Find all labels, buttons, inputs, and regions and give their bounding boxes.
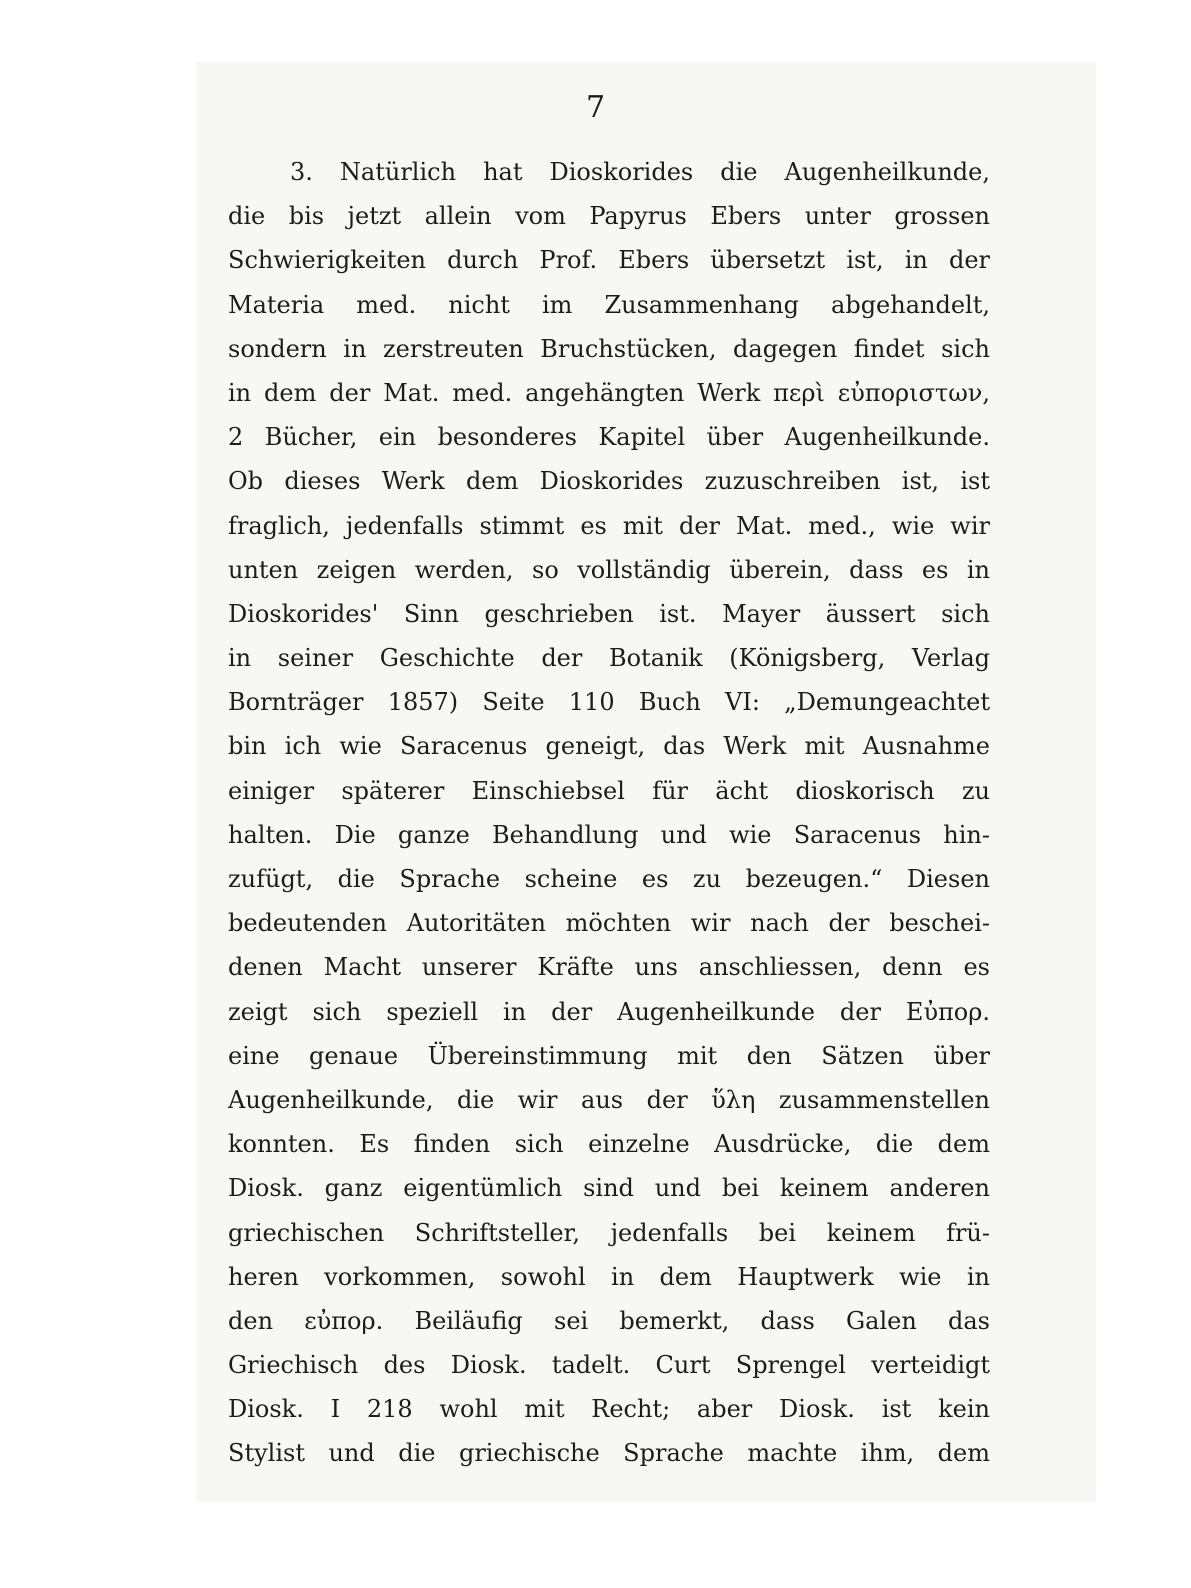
text-line: zeigt sich speziell in der Augenheilkunde der Εὐπορ. xyxy=(228,997,990,1026)
body-text xyxy=(228,150,990,1476)
text-line: Diosk. ganz eigentümlich sind und bei keinem anderen xyxy=(228,1174,990,1203)
text-line: Griechisch des Diosk. tadelt. Curt Sprengel verteidigt xyxy=(228,1351,990,1380)
text-line: Augenheilkunde, die wir aus der ὕλη zusammenstellen xyxy=(228,1085,990,1114)
text-line: unten zeigen werden, so vollständig überein, dass es in xyxy=(228,555,990,584)
text-line: konnten. Es finden sich einzelne Ausdrücke, die dem xyxy=(228,1130,990,1159)
text-line: in dem der Mat. med. angehängten Werk περὶ εὐποριστων, xyxy=(228,378,990,407)
text-line: einiger späterer Einschiebsel für ächt dioskorisch zu xyxy=(228,776,990,805)
text-line: griechischen Schriftsteller, jedenfalls bei keinem frü- xyxy=(228,1218,990,1247)
text-line: Bornträger 1857) Seite 110 Buch VI: „Demungeachtet xyxy=(228,688,990,717)
text-line: bin ich wie Saracenus geneigt, das Werk mit Ausnahme xyxy=(228,732,990,761)
text-line: Dioskorides' Sinn geschrieben ist. Mayer äussert sich xyxy=(228,599,990,628)
text-line: Ob dieses Werk dem Dioskorides zuzuschreiben ist, ist xyxy=(228,467,990,496)
text-line: zufügt, die Sprache scheine es zu bezeugen.“ Diesen xyxy=(228,865,990,893)
text-line: halten. Die ganze Behandlung und wie Saracenus hin- xyxy=(228,820,990,849)
text-line: denen Macht unserer Kräfte uns anschliessen, denn es xyxy=(228,953,990,982)
text-line: die bis jetzt allein vom Papyrus Ebers unter grossen xyxy=(228,202,990,231)
text-line: bedeutenden Autoritäten möchten wir nach der beschei- xyxy=(228,909,990,938)
text-line: 3. Natürlich hat Dioskorides die Augenheilkunde, xyxy=(290,158,990,186)
text-line: heren vorkommen, sowohl in dem Hauptwerk wie in xyxy=(228,1262,990,1291)
text-line: Materia med. nicht im Zusammenhang abgehandelt, xyxy=(228,290,990,319)
page-number: 7 xyxy=(585,90,606,125)
text-line: fraglich, jedenfalls stimmt es mit der Mat. med., wie wir xyxy=(228,511,990,540)
text-line: 2 Bücher, ein besonderes Kapitel über Augenheilkunde. xyxy=(228,423,990,452)
text-line: in seiner Geschichte der Botanik (Königsberg, Verlag xyxy=(228,644,990,673)
text-line: Schwierigkeiten durch Prof. Ebers übersetzt ist, in der xyxy=(228,246,990,275)
text-line: den εὐπορ. Beiläufig sei bemerkt, dass Galen das xyxy=(228,1306,990,1335)
text-line: eine genaue Übereinstimmung mit den Sätzen über xyxy=(228,1041,990,1070)
text-line: sondern in zerstreuten Bruchstücken, dagegen findet sich xyxy=(228,334,990,363)
text-line: Diosk. I 218 wohl mit Recht; aber Diosk. ist kein xyxy=(228,1395,990,1424)
text-line: Stylist und die griechische Sprache machte ihm, dem xyxy=(228,1439,990,1468)
